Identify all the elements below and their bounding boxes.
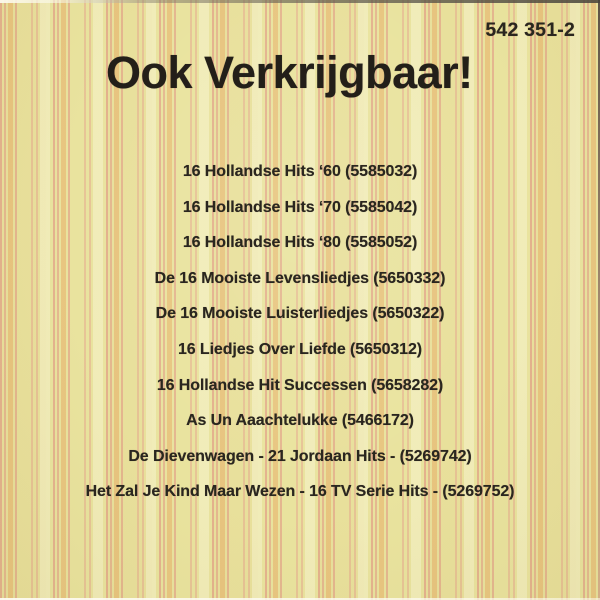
album-line: De 16 Mooiste Levensliedjes (5650332) — [154, 269, 446, 287]
album-line: 16 Hollandse Hits ‘70 (5585042) — [182, 198, 418, 216]
scan-edge-top — [0, 0, 600, 3]
album-line: 16 Hollandse Hits ‘60 (5585032) — [182, 163, 418, 180]
page-title: Ook Verkrijgbaar! — [106, 47, 473, 98]
album-line: 16 Liedjes Over Liefde (5650312) — [177, 340, 423, 358]
album-list — [8, 154, 592, 510]
album-line: De 16 Mooiste Luisterliedjes (5650322) — [155, 305, 445, 323]
album-line: De Dievenwagen - 21 Jordaan Hits - (5269742) — [128, 447, 472, 465]
album-line: As Un Aaachtelukke (5466172) — [186, 412, 414, 430]
album-line: 16 Hollandse Hits ‘80 (5585052) — [182, 234, 418, 252]
catalog-number: 542 351-2 — [485, 19, 575, 41]
album-line: 16 Hollandse Hit Successen (5658282) — [156, 376, 444, 394]
album-line: Het Zal Je Kind Maar Wezen - 16 TV Serie Hits - (5269752) — [85, 483, 515, 501]
